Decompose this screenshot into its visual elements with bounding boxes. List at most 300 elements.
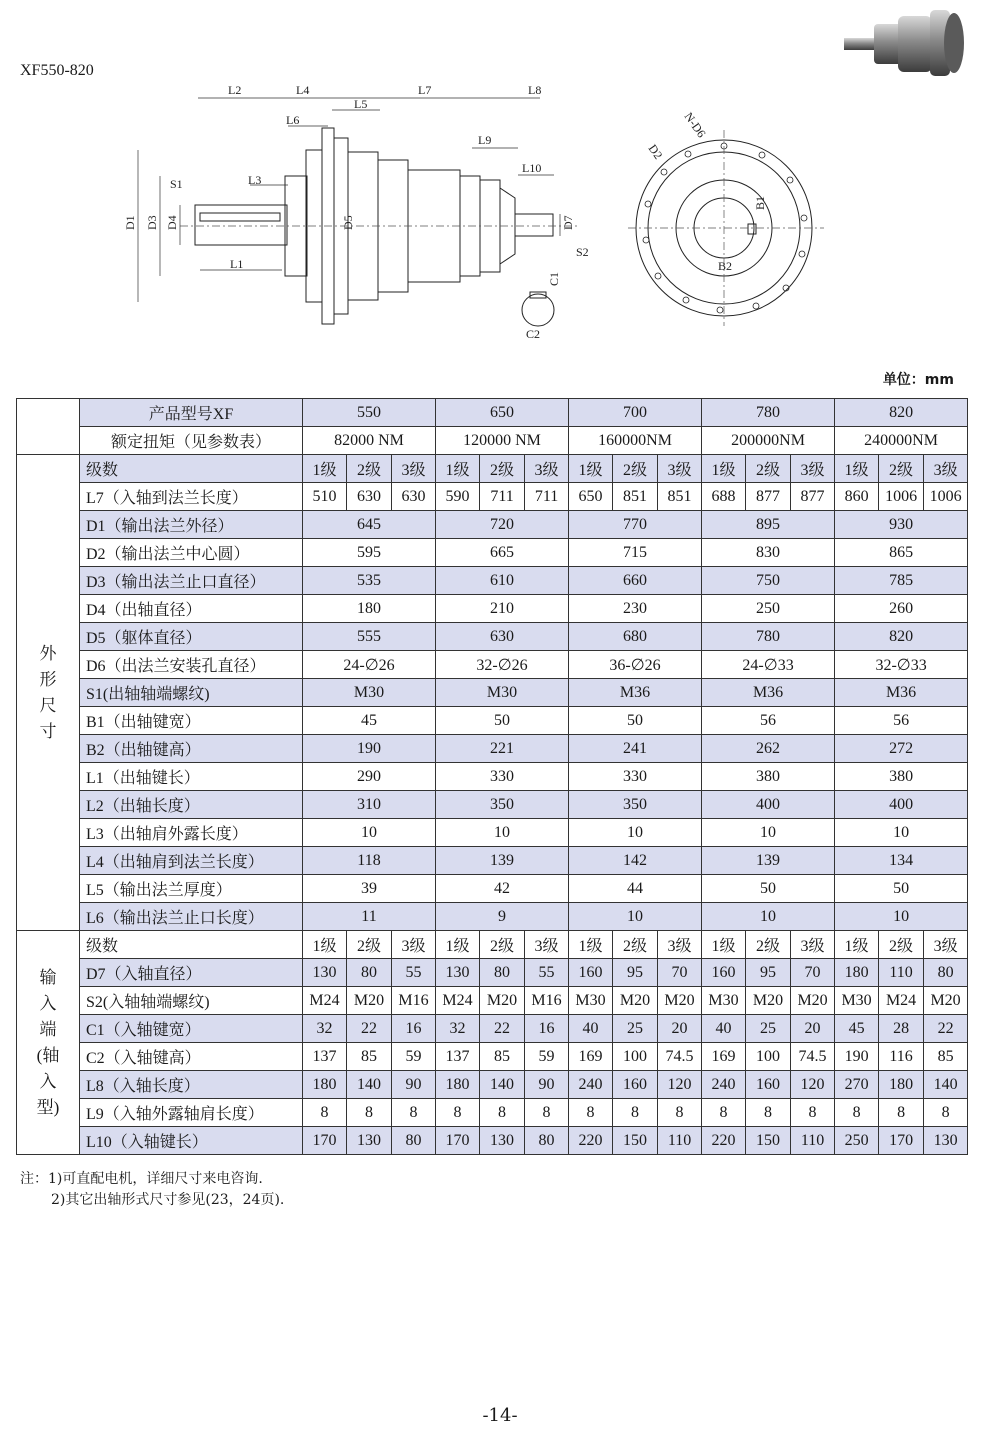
table-cell: M20 [347, 987, 392, 1015]
table-cell: 711 [525, 483, 569, 511]
table-cell: 250 [835, 1127, 879, 1155]
table-cell: 45 [303, 707, 436, 735]
group-outline-dimensions: 外 形 尺 寸 [17, 455, 80, 931]
table-row [17, 987, 968, 1015]
table-cell: 8 [835, 1099, 879, 1127]
svg-text:N-D6: N-D6 [681, 110, 709, 141]
table-cell: 130 [303, 959, 347, 987]
table-cell: 1006 [924, 483, 968, 511]
table-cell: 74.5 [658, 1043, 702, 1071]
table-cell: 8 [924, 1099, 968, 1127]
row-label: B1（出轴键宽） [80, 707, 303, 735]
row-label: D3（输出法兰止口直径） [80, 567, 303, 595]
table-row [17, 791, 968, 819]
stage-cell: 2级 [613, 455, 658, 483]
stage-cell: 2级 [879, 455, 924, 483]
notes [20, 1169, 284, 1211]
table-cell: 250 [702, 595, 835, 623]
stage-cell: 3级 [392, 455, 436, 483]
table-cell: M20 [746, 987, 791, 1015]
table-cell: 120 [791, 1071, 835, 1099]
table-cell: 95 [746, 959, 791, 987]
svg-text:L5: L5 [354, 97, 368, 111]
table-row [17, 931, 968, 959]
row-label: D7（入轴直径） [80, 959, 303, 987]
table-row [17, 399, 968, 427]
table-cell: 140 [480, 1071, 525, 1099]
table-cell: 220 [702, 1127, 746, 1155]
table-cell: 665 [436, 539, 569, 567]
table-row [17, 651, 968, 679]
table-cell: 85 [480, 1043, 525, 1071]
table-cell: 100 [613, 1043, 658, 1071]
stage-cell: 3级 [658, 931, 702, 959]
table-cell: 25 [746, 1015, 791, 1043]
table-cell: 350 [436, 791, 569, 819]
table-cell: 241 [569, 735, 702, 763]
table-cell: 680 [569, 623, 702, 651]
svg-text:D2: D2 [645, 141, 666, 162]
table-cell: 80 [347, 959, 392, 987]
table-cell: 70 [791, 959, 835, 987]
svg-text:L9: L9 [478, 133, 492, 147]
svg-text:D3: D3 [145, 215, 159, 230]
table-cell: 36-∅26 [569, 651, 702, 679]
table-cell: 895 [702, 511, 835, 539]
table-cell: 28 [879, 1015, 924, 1043]
table-cell: M30 [436, 679, 569, 707]
svg-text:S1: S1 [170, 177, 183, 191]
gearbox-photo [838, 8, 968, 78]
table-cell: M20 [658, 987, 702, 1015]
table-cell: 110 [791, 1127, 835, 1155]
table-cell: 240 [569, 1071, 613, 1099]
table-cell: 116 [879, 1043, 924, 1071]
table-cell: M20 [613, 987, 658, 1015]
svg-text:L8: L8 [528, 83, 542, 97]
table-cell: 260 [835, 595, 968, 623]
table-cell: 160 [569, 959, 613, 987]
table-cell: 780 [702, 623, 835, 651]
torque-cell: 240000NM [835, 427, 968, 455]
table-cell: M24 [879, 987, 924, 1015]
torque-cell: 200000NM [702, 427, 835, 455]
table-cell: 10 [835, 903, 968, 931]
table-cell: 190 [303, 735, 436, 763]
table-cell: 90 [525, 1071, 569, 1099]
table-row [17, 595, 968, 623]
table-cell: 150 [746, 1127, 791, 1155]
table-cell: 715 [569, 539, 702, 567]
table-row [17, 707, 968, 735]
stage-cell: 3级 [525, 931, 569, 959]
stage-cell: 1级 [303, 455, 347, 483]
table-cell: 85 [924, 1043, 968, 1071]
row-label: S1(出轴轴端螺纹) [80, 679, 303, 707]
stage-cell: 1级 [835, 931, 879, 959]
table-cell: 180 [436, 1071, 480, 1099]
row-label: L8（入轴长度） [80, 1071, 303, 1099]
table-cell: 59 [392, 1043, 436, 1071]
row-label: B2（出轴键高） [80, 735, 303, 763]
table-cell: 10 [835, 819, 968, 847]
table-cell: 8 [702, 1099, 746, 1127]
table-cell: 50 [835, 875, 968, 903]
table-cell: 10 [436, 819, 569, 847]
table-cell: 380 [702, 763, 835, 791]
table-cell: 42 [436, 875, 569, 903]
table-cell: M20 [480, 987, 525, 1015]
stage-cell: 2级 [480, 455, 525, 483]
table-cell: 140 [924, 1071, 968, 1099]
table-cell: 16 [392, 1015, 436, 1043]
table-cell: 56 [835, 707, 968, 735]
model-cell: 820 [835, 399, 968, 427]
stage-cell: 3级 [924, 931, 968, 959]
table-cell: 170 [303, 1127, 347, 1155]
table-cell: 170 [879, 1127, 924, 1155]
table-cell: 139 [436, 847, 569, 875]
table-cell: 595 [303, 539, 436, 567]
svg-text:L3: L3 [248, 173, 262, 187]
table-cell: 55 [392, 959, 436, 987]
table-cell: 22 [480, 1015, 525, 1043]
table-cell: 400 [835, 791, 968, 819]
note-1: 注：1)可直配电机，详细尺寸来电咨询. [20, 1171, 263, 1187]
table-cell: 785 [835, 567, 968, 595]
table-row [17, 511, 968, 539]
table-cell: M16 [392, 987, 436, 1015]
model-cell: 550 [303, 399, 436, 427]
svg-text:L1: L1 [230, 257, 244, 271]
table-cell: 32 [303, 1015, 347, 1043]
table-cell: 230 [569, 595, 702, 623]
row-label: L5（输出法兰厚度） [80, 875, 303, 903]
svg-text:D1: D1 [123, 215, 137, 230]
table-cell: 180 [303, 595, 436, 623]
row-label: L10（入轴键长） [80, 1127, 303, 1155]
svg-text:L2: L2 [228, 83, 242, 97]
table-cell: 9 [436, 903, 569, 931]
svg-text:S2: S2 [576, 245, 589, 259]
table-cell: 877 [791, 483, 835, 511]
table-cell: 8 [392, 1099, 436, 1127]
table-cell: 139 [702, 847, 835, 875]
table-cell: 40 [569, 1015, 613, 1043]
table-cell: 180 [879, 1071, 924, 1099]
table-cell: M36 [702, 679, 835, 707]
table-cell: 24-∅26 [303, 651, 436, 679]
table-cell: 56 [702, 707, 835, 735]
table-row [17, 735, 968, 763]
model-cell: 780 [702, 399, 835, 427]
stage-label: 级数 [80, 455, 303, 483]
table-cell: 270 [835, 1071, 879, 1099]
table-cell: 330 [569, 763, 702, 791]
table-cell: 290 [303, 763, 436, 791]
stage-cell: 1级 [569, 455, 613, 483]
model-cell: 700 [569, 399, 702, 427]
table-cell: M24 [436, 987, 480, 1015]
table-cell: 240 [702, 1071, 746, 1099]
table-cell: 134 [835, 847, 968, 875]
table-cell: 170 [436, 1127, 480, 1155]
table-cell: 221 [436, 735, 569, 763]
table-cell: M24 [303, 987, 347, 1015]
table-cell: 137 [436, 1043, 480, 1071]
table-cell: 169 [569, 1043, 613, 1071]
table-cell: 650 [569, 483, 613, 511]
row-label: L1（出轴键长） [80, 763, 303, 791]
table-cell: 80 [392, 1127, 436, 1155]
stage-cell: 1级 [436, 455, 480, 483]
table-cell: M16 [525, 987, 569, 1015]
table-cell: 860 [835, 483, 879, 511]
table-cell: 45 [835, 1015, 879, 1043]
table-cell: M30 [569, 987, 613, 1015]
unit-label: 单位：mm [882, 372, 954, 388]
group-input-end: 输 入 端 (轴 入 型) [17, 931, 80, 1155]
row-label: S2(入轴轴端螺纹) [80, 987, 303, 1015]
stage-cell: 3级 [392, 931, 436, 959]
stage-label: 级数 [80, 931, 303, 959]
stage-cell: 2级 [746, 455, 791, 483]
table-cell: 8 [569, 1099, 613, 1127]
svg-text:B1: B1 [753, 195, 767, 210]
table-cell: 95 [613, 959, 658, 987]
row-label: L6（输出法兰止口长度） [80, 903, 303, 931]
stage-cell: 3级 [924, 455, 968, 483]
table-cell: 50 [702, 875, 835, 903]
row-label: D2（输出法兰中心圆） [80, 539, 303, 567]
table-cell: 930 [835, 511, 968, 539]
table-row [17, 483, 968, 511]
table-cell: 110 [879, 959, 924, 987]
table-cell: 130 [436, 959, 480, 987]
table-cell: 55 [525, 959, 569, 987]
table-cell: 140 [347, 1071, 392, 1099]
table-row [17, 847, 968, 875]
side-view-drawing [120, 80, 610, 350]
model-cell: 650 [436, 399, 569, 427]
table-cell: 44 [569, 875, 702, 903]
spec-table [16, 398, 968, 1155]
table-cell: 39 [303, 875, 436, 903]
stage-cell: 3级 [525, 455, 569, 483]
stage-cell: 2级 [347, 931, 392, 959]
table-cell: 130 [924, 1127, 968, 1155]
table-cell: 100 [746, 1043, 791, 1071]
table-cell: 220 [569, 1127, 613, 1155]
table-cell: 90 [392, 1071, 436, 1099]
stage-cell: 2级 [613, 931, 658, 959]
table-cell: 20 [791, 1015, 835, 1043]
table-cell: 25 [613, 1015, 658, 1043]
model-label: 产品型号XF [80, 399, 303, 427]
table-cell: 711 [480, 483, 525, 511]
page-number: -14- [482, 1405, 518, 1426]
table-cell: 8 [746, 1099, 791, 1127]
table-cell: 22 [347, 1015, 392, 1043]
note-2: 2)其它出轴形式尺寸参见(23，24页). [51, 1192, 285, 1208]
table-cell: 118 [303, 847, 436, 875]
header-corner [17, 399, 80, 455]
stage-cell: 3级 [658, 455, 702, 483]
table-cell: 750 [702, 567, 835, 595]
stage-cell: 1级 [702, 931, 746, 959]
table-cell: 10 [702, 819, 835, 847]
table-cell: 74.5 [791, 1043, 835, 1071]
svg-text:B2: B2 [718, 259, 733, 273]
table-cell: M36 [569, 679, 702, 707]
table-cell: 851 [658, 483, 702, 511]
svg-text:L6: L6 [286, 113, 300, 127]
table-cell: 160 [746, 1071, 791, 1099]
table-cell: 8 [347, 1099, 392, 1127]
table-row [17, 427, 968, 455]
table-cell: 8 [658, 1099, 702, 1127]
table-row [17, 763, 968, 791]
table-cell: 70 [658, 959, 702, 987]
table-cell: 8 [791, 1099, 835, 1127]
table-row [17, 819, 968, 847]
table-cell: 10 [569, 903, 702, 931]
row-label: L3（出轴肩外露长度） [80, 819, 303, 847]
stage-cell: 1级 [835, 455, 879, 483]
table-cell: 80 [525, 1127, 569, 1155]
table-row [17, 1043, 968, 1071]
table-cell: 150 [613, 1127, 658, 1155]
table-cell: 120 [658, 1071, 702, 1099]
table-cell: 32 [436, 1015, 480, 1043]
torque-cell: 120000 NM [436, 427, 569, 455]
table-cell: 8 [879, 1099, 924, 1127]
table-cell: 830 [702, 539, 835, 567]
stage-cell: 1级 [303, 931, 347, 959]
svg-text:D5: D5 [341, 215, 355, 230]
table-cell: 350 [569, 791, 702, 819]
svg-text:D7: D7 [561, 215, 575, 230]
table-cell: 820 [835, 623, 968, 651]
torque-cell: 82000 NM [303, 427, 436, 455]
table-cell: 22 [924, 1015, 968, 1043]
stage-cell: 3级 [791, 931, 835, 959]
table-cell: 610 [436, 567, 569, 595]
table-cell: M20 [924, 987, 968, 1015]
row-label: D1（输出法兰外径） [80, 511, 303, 539]
table-cell: 630 [436, 623, 569, 651]
table-cell: 180 [303, 1071, 347, 1099]
table-cell: 400 [702, 791, 835, 819]
table-cell: 877 [746, 483, 791, 511]
table-row [17, 1071, 968, 1099]
row-label: D6（出法兰安装孔直径） [80, 651, 303, 679]
table-cell: M30 [702, 987, 746, 1015]
row-label: D5（躯体直径） [80, 623, 303, 651]
table-cell: 32-∅33 [835, 651, 968, 679]
table-cell: 50 [436, 707, 569, 735]
table-cell: 40 [702, 1015, 746, 1043]
table-cell: 8 [303, 1099, 347, 1127]
table-cell: 8 [480, 1099, 525, 1127]
table-cell: 330 [436, 763, 569, 791]
torque-cell: 160000NM [569, 427, 702, 455]
table-cell: 10 [569, 819, 702, 847]
table-cell: 310 [303, 791, 436, 819]
table-cell: 688 [702, 483, 746, 511]
table-cell: 24-∅33 [702, 651, 835, 679]
stage-cell: 3级 [791, 455, 835, 483]
svg-text:L10: L10 [522, 161, 542, 175]
table-cell: 80 [924, 959, 968, 987]
table-cell: 8 [525, 1099, 569, 1127]
table-row [17, 875, 968, 903]
table-row [17, 539, 968, 567]
table-cell: 10 [303, 819, 436, 847]
svg-text:C2: C2 [526, 327, 541, 341]
table-row [17, 1099, 968, 1127]
table-row [17, 1015, 968, 1043]
torque-label: 额定扭矩（见参数表） [80, 427, 303, 455]
table-row [17, 679, 968, 707]
row-label: C1（入轴键宽） [80, 1015, 303, 1043]
stage-cell: 1级 [436, 931, 480, 959]
table-cell: 80 [480, 959, 525, 987]
table-cell: 8 [436, 1099, 480, 1127]
table-cell: 851 [613, 483, 658, 511]
row-label: L2（出轴长度） [80, 791, 303, 819]
table-cell: 190 [835, 1043, 879, 1071]
table-cell: M36 [835, 679, 968, 707]
table-cell: 1006 [879, 483, 924, 511]
table-cell: 660 [569, 567, 702, 595]
stage-cell: 2级 [746, 931, 791, 959]
table-cell: 50 [569, 707, 702, 735]
table-cell: 180 [835, 959, 879, 987]
table-cell: 720 [436, 511, 569, 539]
table-cell: 16 [525, 1015, 569, 1043]
row-label: L9（入轴外露轴肩长度） [80, 1099, 303, 1127]
table-row [17, 455, 968, 483]
table-cell: 20 [658, 1015, 702, 1043]
table-cell: M30 [835, 987, 879, 1015]
table-cell: 137 [303, 1043, 347, 1071]
table-cell: 262 [702, 735, 835, 763]
svg-text:L4: L4 [296, 83, 310, 97]
row-label: C2（入轴键高） [80, 1043, 303, 1071]
stage-cell: 1级 [569, 931, 613, 959]
svg-text:L7: L7 [418, 83, 432, 97]
table-row [17, 1127, 968, 1155]
table-row [17, 959, 968, 987]
model-title: XF550-820 [20, 62, 94, 79]
row-label: L4（出轴肩到法兰长度） [80, 847, 303, 875]
table-cell: 770 [569, 511, 702, 539]
stage-cell: 1级 [702, 455, 746, 483]
table-cell: 555 [303, 623, 436, 651]
table-cell: 169 [702, 1043, 746, 1071]
table-cell: 160 [702, 959, 746, 987]
table-cell: 380 [835, 763, 968, 791]
table-cell: 630 [347, 483, 392, 511]
svg-text:D4: D4 [165, 215, 179, 230]
table-row [17, 567, 968, 595]
stage-cell: 2级 [879, 931, 924, 959]
stage-cell: 2级 [347, 455, 392, 483]
table-cell: 210 [436, 595, 569, 623]
table-cell: 8 [613, 1099, 658, 1127]
svg-text:C1: C1 [547, 271, 561, 286]
